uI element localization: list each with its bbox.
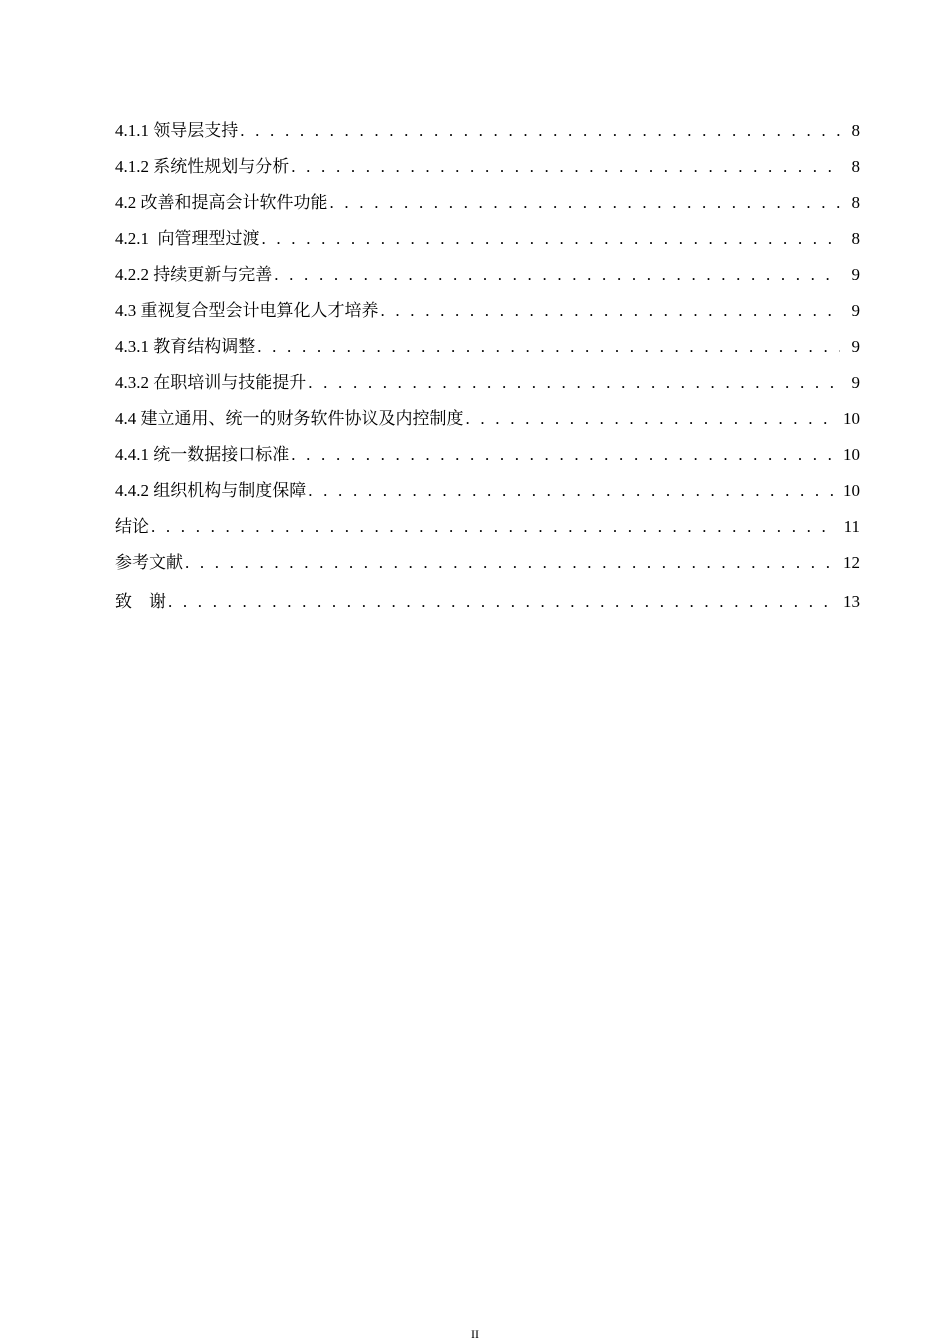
toc-entry[interactable] xyxy=(115,221,860,257)
toc-dot-leader xyxy=(291,437,833,473)
toc-entry-title: 结论 xyxy=(115,517,149,536)
toc-entry-title: 致 谢 xyxy=(115,592,166,611)
toc-entry-page: 10 xyxy=(843,481,860,500)
toc-entry[interactable] xyxy=(115,473,860,509)
table-of-contents xyxy=(115,113,860,623)
toc-entry[interactable] xyxy=(115,509,860,545)
toc-entry-title: 4.1.2 系统性规划与分析 xyxy=(115,157,290,176)
toc-entry[interactable] xyxy=(115,149,860,185)
toc-dot-leader xyxy=(381,293,841,329)
toc-entry-title: 参考文献 xyxy=(115,553,183,572)
toc-entry-title: 4.2 改善和提高会计软件功能 xyxy=(115,193,328,212)
toc-entry[interactable] xyxy=(115,257,860,293)
toc-entry-page: 9 xyxy=(851,301,860,320)
toc-entry[interactable] xyxy=(115,545,860,581)
toc-dot-leader xyxy=(330,185,841,221)
toc-dot-leader xyxy=(274,257,840,293)
toc-dot-leader xyxy=(185,545,833,581)
toc-entry-title: 4.1.1 领导层支持 xyxy=(115,121,239,140)
toc-entry-page: 8 xyxy=(851,193,860,212)
toc-entry-page: 8 xyxy=(851,157,860,176)
toc-dot-leader xyxy=(262,221,841,257)
toc-entry-title: 4.2.2 持续更新与完善 xyxy=(115,265,273,284)
toc-entry[interactable] xyxy=(115,365,860,401)
toc-dot-leader xyxy=(151,509,834,545)
toc-entry-page: 10 xyxy=(843,409,860,428)
toc-dot-leader xyxy=(240,113,840,149)
toc-entry[interactable] xyxy=(115,581,860,623)
toc-entry[interactable] xyxy=(115,329,860,365)
toc-entry-page: 9 xyxy=(851,373,860,392)
toc-dot-leader xyxy=(291,149,840,185)
toc-entry-page: 9 xyxy=(851,265,860,284)
toc-dot-leader xyxy=(308,365,840,401)
toc-entry[interactable] xyxy=(115,185,860,221)
toc-entry-page: 8 xyxy=(851,229,860,248)
toc-entry[interactable] xyxy=(115,113,860,149)
toc-dot-leader xyxy=(466,401,834,437)
toc-entry-title: 4.4.2 组织机构与制度保障 xyxy=(115,481,307,500)
toc-dot-leader xyxy=(168,581,833,623)
toc-entry[interactable] xyxy=(115,293,860,329)
toc-entry-page: 11 xyxy=(843,517,860,536)
toc-dot-leader xyxy=(257,329,840,365)
toc-entry-page: 13 xyxy=(843,592,860,611)
toc-entry[interactable] xyxy=(115,401,860,437)
toc-dot-leader xyxy=(308,473,833,509)
toc-entry-title: 4.3 重视复合型会计电算化人才培养 xyxy=(115,301,379,320)
toc-entry-title: 4.4 建立通用、统一的财务软件协议及内控制度 xyxy=(115,409,464,428)
toc-entry-title: 4.3.2 在职培训与技能提升 xyxy=(115,373,307,392)
toc-entry-page: 10 xyxy=(843,445,860,464)
toc-entry-page: 8 xyxy=(851,121,860,140)
toc-entry[interactable] xyxy=(115,437,860,473)
toc-entry-title: 4.4.1 统一数据接口标准 xyxy=(115,445,290,464)
toc-entry-page: 12 xyxy=(843,553,860,572)
toc-entry-title: 4.2.1 向管理型过渡 xyxy=(115,229,260,248)
toc-entry-page: 9 xyxy=(851,337,860,356)
toc-entry-title: 4.3.1 教育结构调整 xyxy=(115,337,256,356)
page-number-footer: II xyxy=(471,1327,479,1341)
